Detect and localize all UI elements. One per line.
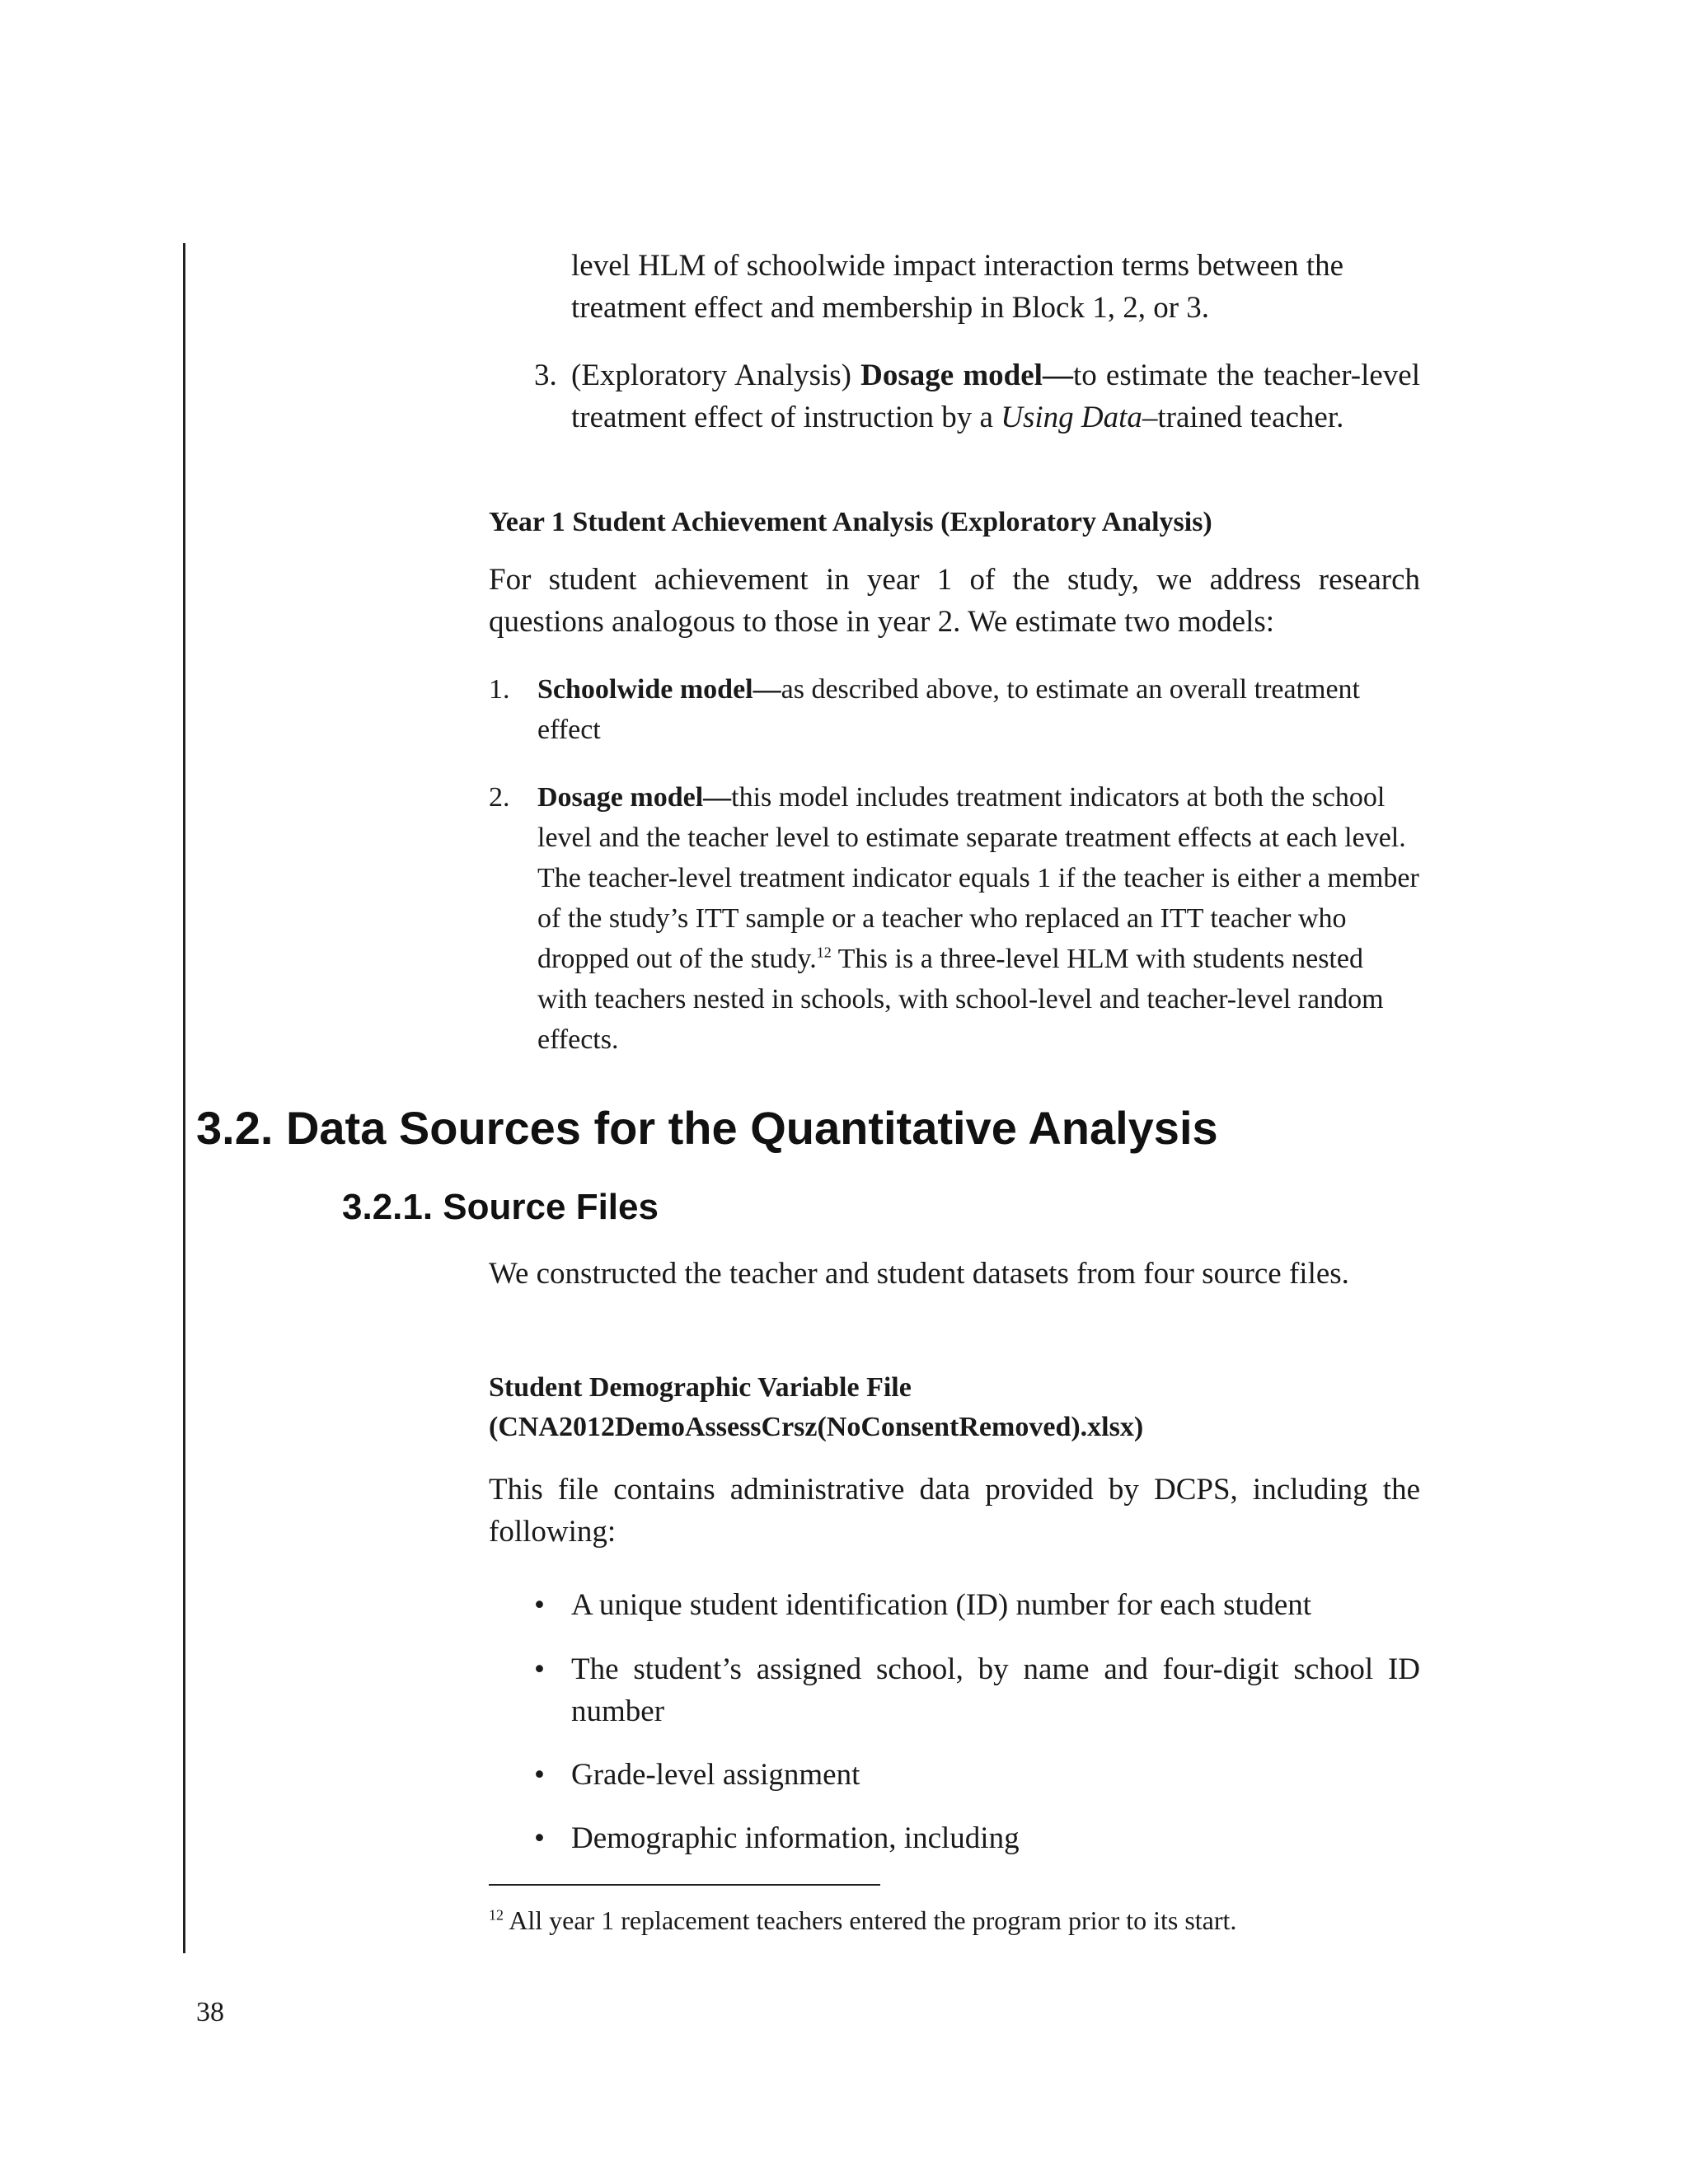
bullet-icon: • bbox=[534, 1758, 545, 1792]
model-2-bold-term: Dosage model— bbox=[537, 782, 732, 813]
item3-italic: Using Data bbox=[1001, 401, 1142, 434]
section-heading: 3.2. Data Sources for the Quantitative Analysis bbox=[196, 1102, 1218, 1154]
source-intro bbox=[489, 1253, 1420, 1295]
footnote bbox=[489, 1902, 1420, 1938]
source-intro-text: We constructed the teacher and student datasets from four source files. bbox=[489, 1257, 1349, 1291]
margin-rule bbox=[183, 243, 185, 1953]
file-heading bbox=[489, 1368, 1420, 1447]
footnote-number: 12 bbox=[489, 1906, 504, 1924]
year1-intro bbox=[489, 559, 1420, 643]
model-1-text: as described above, to estimate an overall treatment effect bbox=[537, 674, 1361, 745]
file-heading-line-1: Student Demographic Variable File bbox=[489, 1372, 912, 1403]
file-intro bbox=[489, 1469, 1420, 1553]
item3-prefix: (Exploratory Analysis) bbox=[571, 359, 861, 392]
footnote-divider bbox=[489, 1884, 880, 1886]
footnote-reference: 12 bbox=[816, 944, 832, 961]
footnote-text: All year 1 replacement teachers entered the program prior to its start. bbox=[509, 1905, 1237, 1935]
continued-line-1: level HLM of schoolwide impact interaction terms between the bbox=[571, 249, 1344, 283]
list-item: A unique student identification (ID) number for each student bbox=[571, 1588, 1312, 1622]
file-intro-text: This file contains administrative data provided by DCPS, including the following: bbox=[489, 1473, 1420, 1549]
continued-list-item bbox=[571, 245, 1420, 329]
year1-heading: Year 1 Student Achievement Analysis (Exploratory Analysis) bbox=[489, 507, 1212, 537]
model-2-text-end: This is a three-level HLM with students nested with teachers nested in schools, with school-level and teacher-level random effects. bbox=[537, 944, 1384, 1055]
list-item: Grade-level assignment bbox=[571, 1758, 860, 1792]
item3-bold-term: Dosage model— bbox=[860, 359, 1073, 392]
item3-text-end: –trained teacher. bbox=[1142, 401, 1344, 434]
model-2-text: this model includes treatment indicators at both the school level and the teacher level to estimate separate treatment effects at each level. The teacher-level treatment indicator equals 1 if the teacher is either a member of the study’s ITT sample or a teacher who replaced an ITT teacher who dropped out of the study. bbox=[537, 782, 1419, 974]
list-item-number: 3. bbox=[534, 359, 557, 392]
list-item: The student’s assigned school, by name and four-digit school ID number bbox=[571, 1652, 1420, 1728]
continued-line-2: treatment effect and membership in Block 1, 2, or 3. bbox=[571, 291, 1210, 325]
list-item: Demographic information, including bbox=[571, 1821, 1020, 1855]
model-1 bbox=[537, 669, 1362, 750]
bullet-icon: • bbox=[534, 1821, 545, 1855]
page-number: 38 bbox=[196, 1997, 224, 2027]
file-heading-line-2: (CNA2012DemoAssessCrsz(NoConsentRemoved).xlsx) bbox=[489, 1412, 1144, 1442]
list-item-3 bbox=[571, 354, 1420, 438]
bullet-icon: • bbox=[534, 1588, 545, 1622]
item3-text: to estimate the teacher-level treatment effect of instruction by a bbox=[571, 359, 1420, 434]
subsection-heading: 3.2.1. Source Files bbox=[342, 1187, 659, 1227]
model-1-bold-term: Schoolwide model— bbox=[537, 674, 781, 705]
year1-intro-text: For student achievement in year 1 of the study, we address research questions analogous to those in year 2. We estimate two models: bbox=[489, 563, 1420, 639]
model-2 bbox=[537, 777, 1419, 1060]
model-1-number: 1. bbox=[489, 674, 510, 705]
bullet-icon: • bbox=[534, 1652, 545, 1686]
model-2-number: 2. bbox=[489, 782, 510, 813]
